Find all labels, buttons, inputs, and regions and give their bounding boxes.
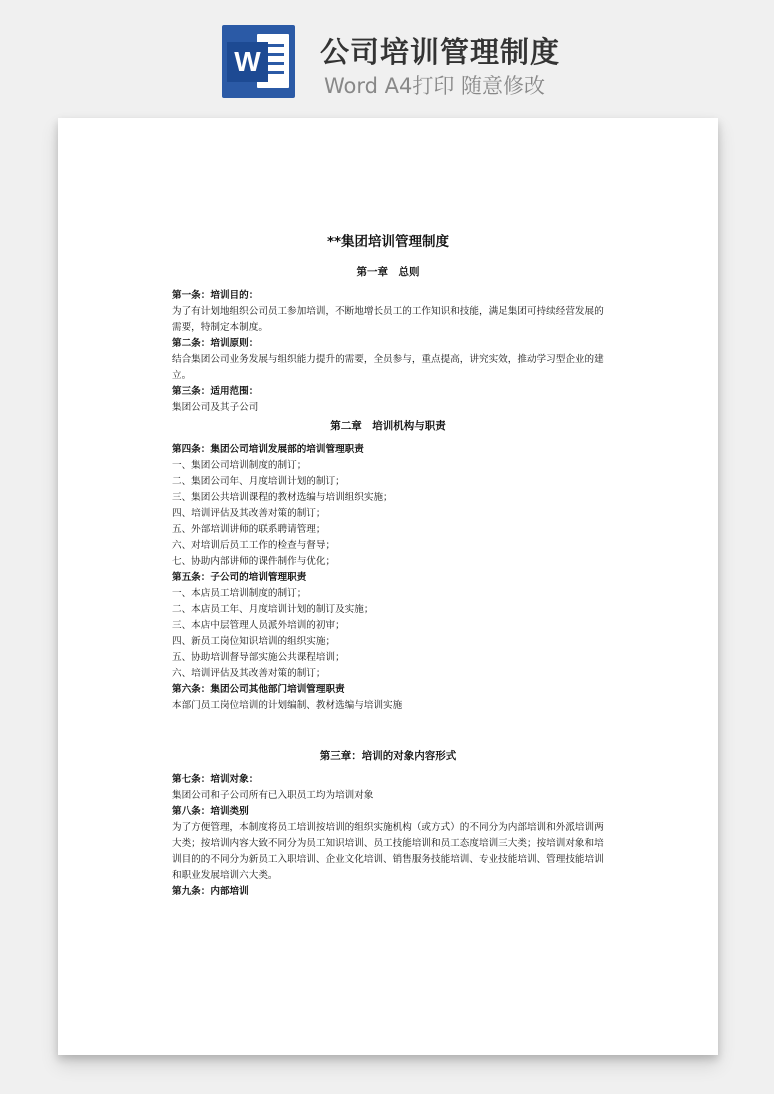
article-heading: 第五条：子公司的培训管理职责 [172,572,307,583]
document-body [172,230,604,900]
document-blocks [172,264,604,900]
paragraph: 二、本店员工年、月度培训计划的制订及实施； [172,604,374,615]
paragraph: 一、集团公司培训制度的制订； [172,460,307,471]
paragraph: 三、本店中层管理人员派外培训的初审； [172,620,345,631]
document-title: **集团培训管理制度 [326,234,450,250]
document-page [58,118,718,1055]
paragraph: 四、培训评估及其改善对策的制订； [172,508,326,519]
paragraph: 集团公司和子公司所有已入职员工均为培训对象 [172,790,374,801]
paragraph: 结合集团公司业务发展与组织能力提升的需要，全员参与，重点提高，讲究实效，推动学习型企业的建立。 [172,354,604,381]
word-icon [222,25,295,98]
article-heading: 第六条：集团公司其他部门培训管理职责 [172,684,345,695]
paragraph: 一、本店员工培训制度的制订； [172,588,307,599]
banner-subtitle: Word A4打印 随意修改 [324,74,546,98]
banner-title: 公司培训管理制度 [320,35,561,69]
paragraph: 四、新员工岗位知识培训的组织实施； [172,636,336,647]
paragraph: 为了有计划地组织公司员工参加培训，不断地增长员工的工作知识和技能，满足集团可持续经营发展的需要，特制定本制度。 [172,306,604,333]
paragraph: 六、对培训后员工工作的检查与督导； [172,540,336,551]
chapter-heading: 第三章：培训的对象内容形式 [319,750,457,762]
article-heading: 第四条：集团公司培训发展部的培训管理职责 [172,444,364,455]
word-icon-letter: W [227,42,268,82]
watermark: ​ [86,481,110,516]
paragraph: 七、协助内部讲师的课件制作与优化； [172,556,336,567]
article-heading: 第二条：培训原则： [172,338,259,349]
paragraph: 五、协助培训督导部实施公共课程培训； [172,652,345,663]
article-heading: 第八条：培训类别 [172,806,249,817]
page-banner [0,0,774,118]
paragraph: 本部门员工岗位培训的计划编制、教材选编与培训实施 [172,700,403,711]
paragraph: 集团公司及其子公司 [172,402,259,413]
chapter-heading: 第一章 总则 [356,266,420,278]
chapter-heading: 第二章 培训机构与职责 [330,420,446,432]
paragraph: 二、集团公司年、月度培训计划的制订； [172,476,345,487]
article-heading: 第三条：适用范围： [172,386,259,397]
article-heading: 第七条：培训对象： [172,774,259,785]
paragraph: 六、培训评估及其改善对策的制订； [172,668,326,679]
article-heading: 第九条：内部培训 [172,886,249,897]
article-heading: 第一条：培训目的： [172,290,259,301]
paragraph: 五、外部培训讲师的联系聘请管理； [172,524,326,535]
paragraph: 三、集团公共培训课程的教材选编与培训组织实施； [172,492,393,503]
paragraph: 为了方便管理，本制度将员工培训按培训的组织实施机构（或方式）的不同分为内部培训和外派培训两大类；按培训内容大致不同分为员工知识培训、员工技能培训和员工态度培训三大类；按培训对象和培训目的的不同分为新员工入职培训、企业文化培训、销售服务技能培训、专业技能培训、管理技能培训和职业发展培训六大类。 [172,822,604,881]
